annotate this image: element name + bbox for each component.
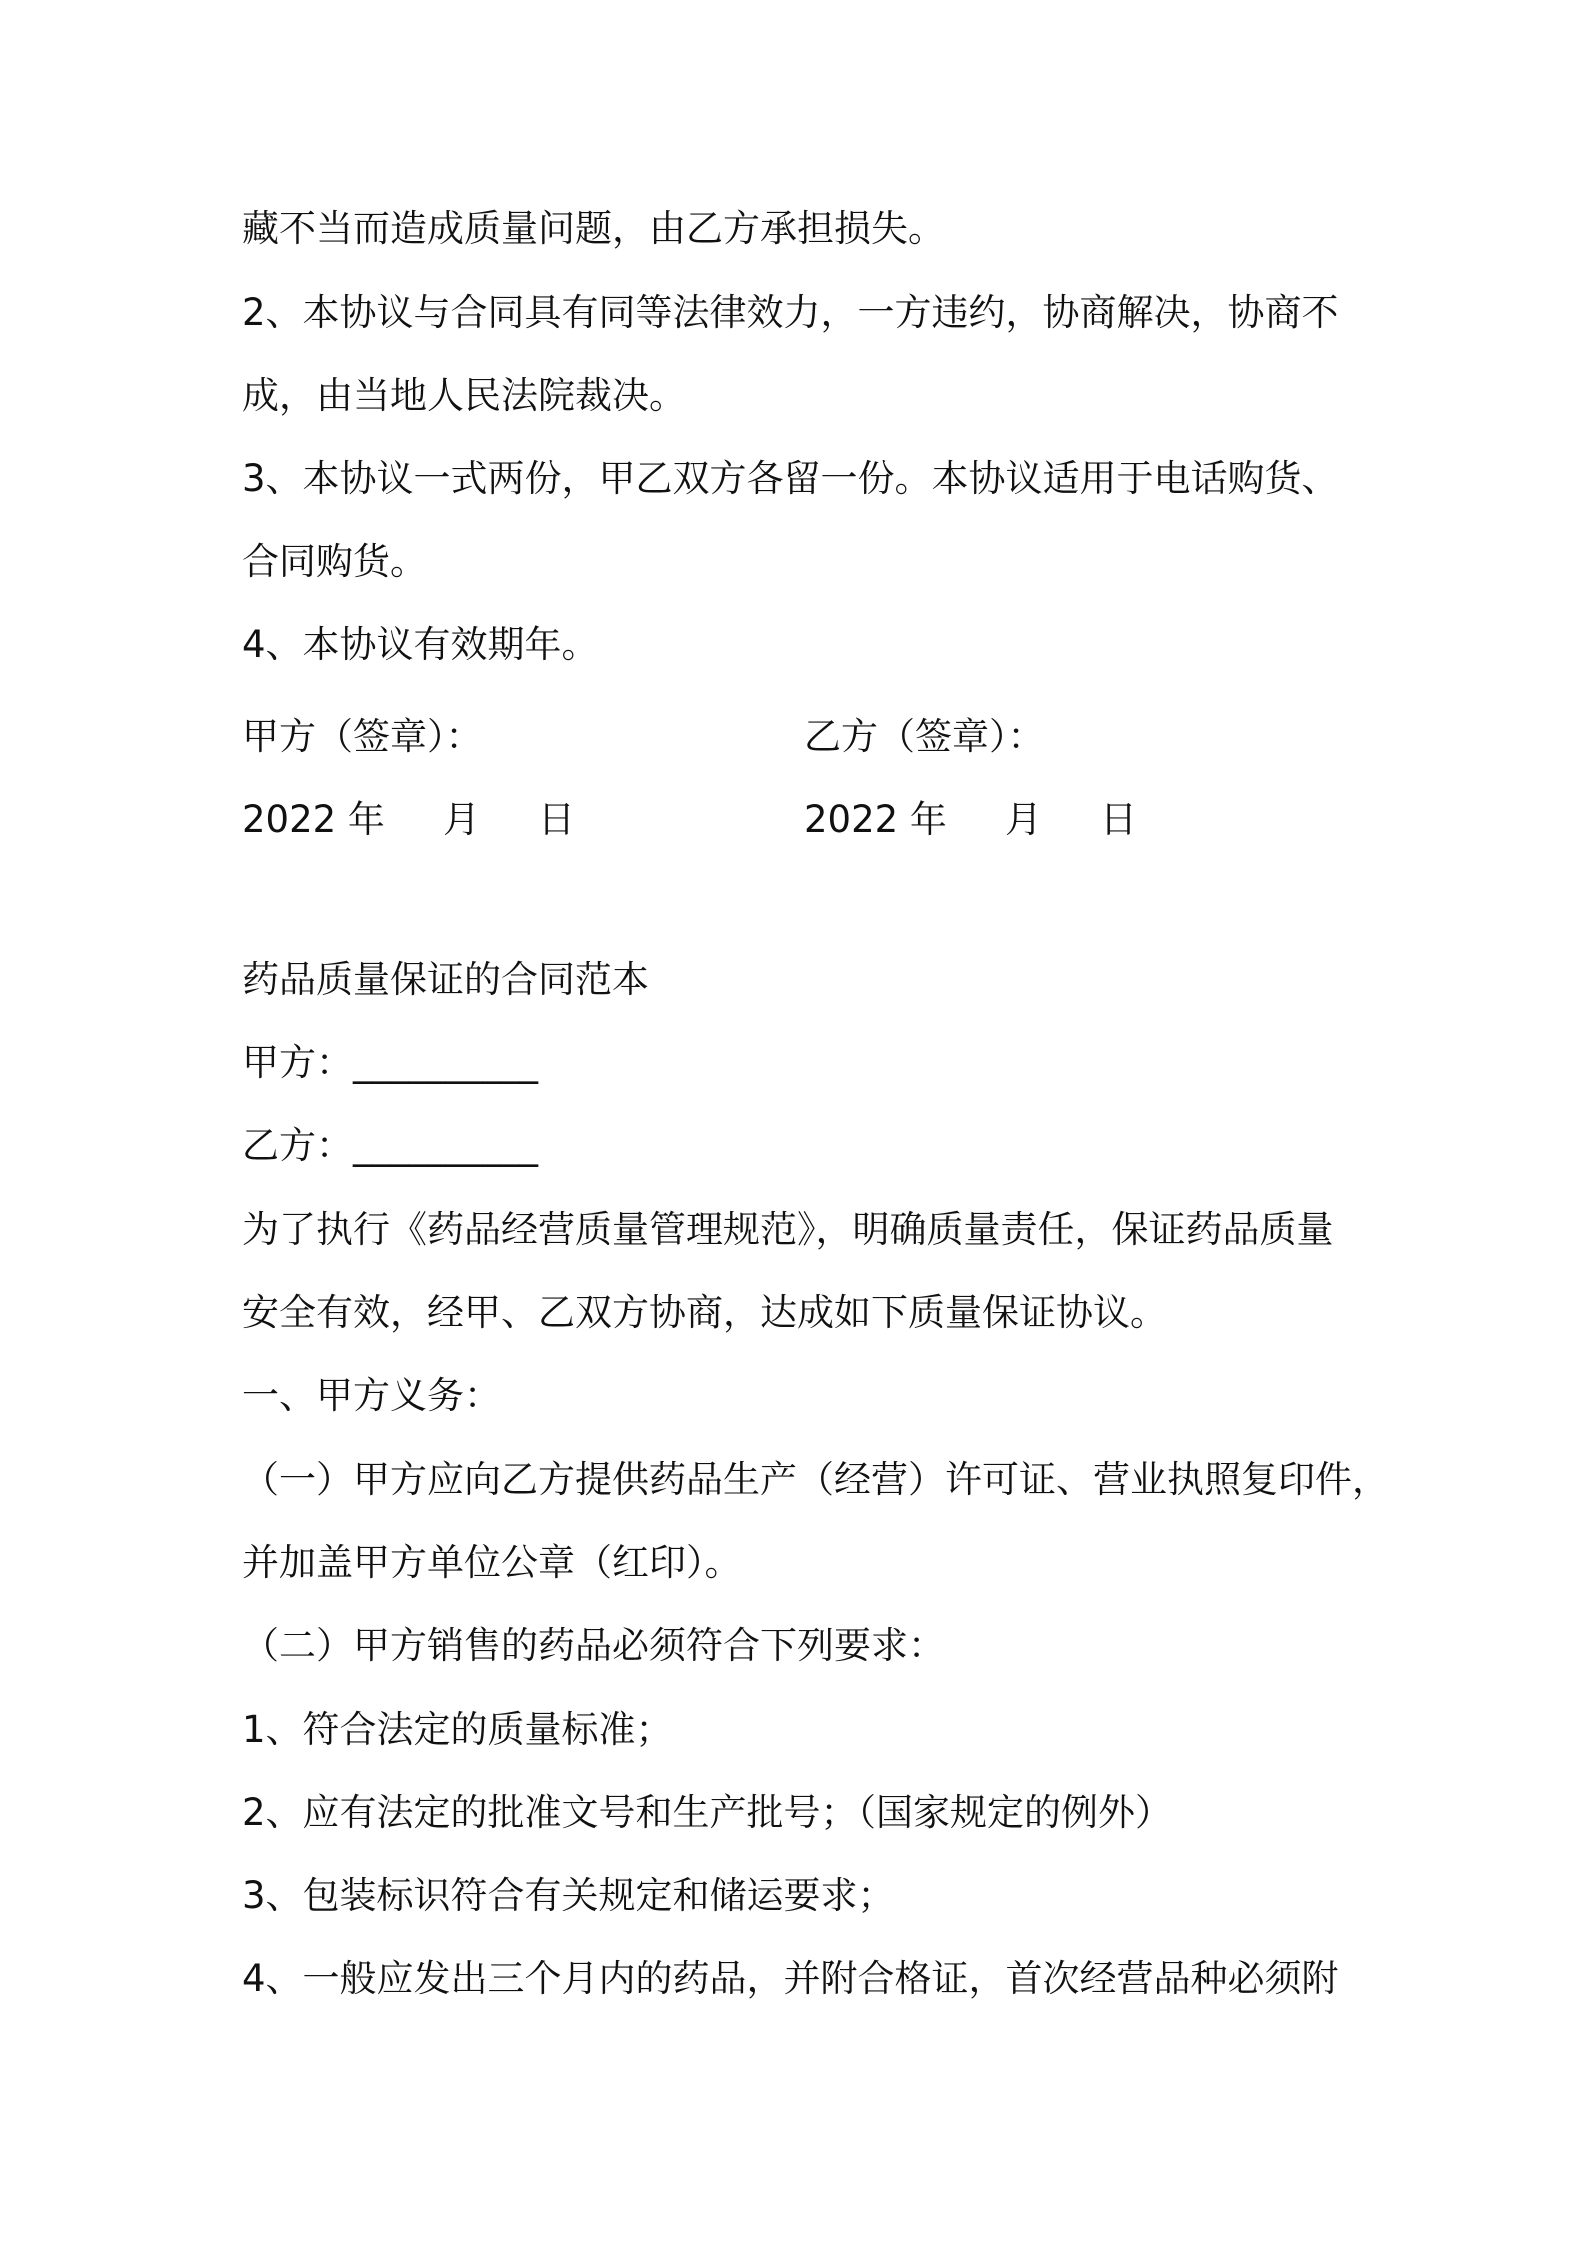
date-year: 2022 年 [242, 798, 385, 841]
party-b-date [804, 796, 1137, 844]
party-b-field: 乙方：__________ [242, 1124, 538, 1167]
text-line: 1、符合法定的质量标准； [242, 1708, 673, 1751]
text-line: 2、应有法定的批准文号和生产批号；（国家规定的例外） [242, 1791, 1173, 1834]
date-month: 月 [442, 798, 480, 841]
text-line: 为了执行《药品经营质量管理规范》，明确质量责任，保证药品质量 [242, 1208, 1334, 1251]
party-b-signature-label: 乙方（签章）： [804, 715, 1045, 758]
party-a-field: 甲方：__________ [242, 1041, 538, 1084]
text-line: 合同购货。 [242, 540, 427, 583]
text-line: 藏不当而造成质量问题，由乙方承担损失。 [242, 207, 945, 250]
text-line: （二）甲方销售的药品必须符合下列要求： [242, 1624, 945, 1667]
text-line: 安全有效，经甲、乙双方协商，达成如下质量保证协议。 [242, 1291, 1167, 1334]
date-day: 日 [1099, 798, 1137, 841]
date-month: 月 [1004, 798, 1042, 841]
text-line: （一）甲方应向乙方提供药品生产（经营）许可证、营业执照复印件， [242, 1458, 1389, 1501]
text-line: 4、一般应发出三个月内的药品，并附合格证，首次经营品种必须附 [242, 1957, 1339, 2000]
text-line: 2、本协议与合同具有同等法律效力，一方违约，协商解决，协商不 [242, 291, 1339, 334]
text-line: 并加盖甲方单位公章（红印）。 [242, 1541, 742, 1584]
text-line: 3、包装标识符合有关规定和储运要求； [242, 1874, 895, 1917]
section-heading: 一、甲方义务： [242, 1374, 501, 1417]
party-a-signature-label: 甲方（签章）： [242, 715, 483, 758]
text-line: 成，由当地人民法院裁决。 [242, 374, 686, 417]
party-a-date [242, 796, 575, 844]
contract-title: 药品质量保证的合同范本 [242, 958, 649, 1001]
date-year: 2022 年 [804, 798, 947, 841]
text-line: 3、本协议一式两份，甲乙双方各留一份。本协议适用于电话购货、 [242, 457, 1339, 500]
date-day: 日 [537, 798, 575, 841]
text-line: 4、本协议有效期年。 [242, 623, 599, 666]
